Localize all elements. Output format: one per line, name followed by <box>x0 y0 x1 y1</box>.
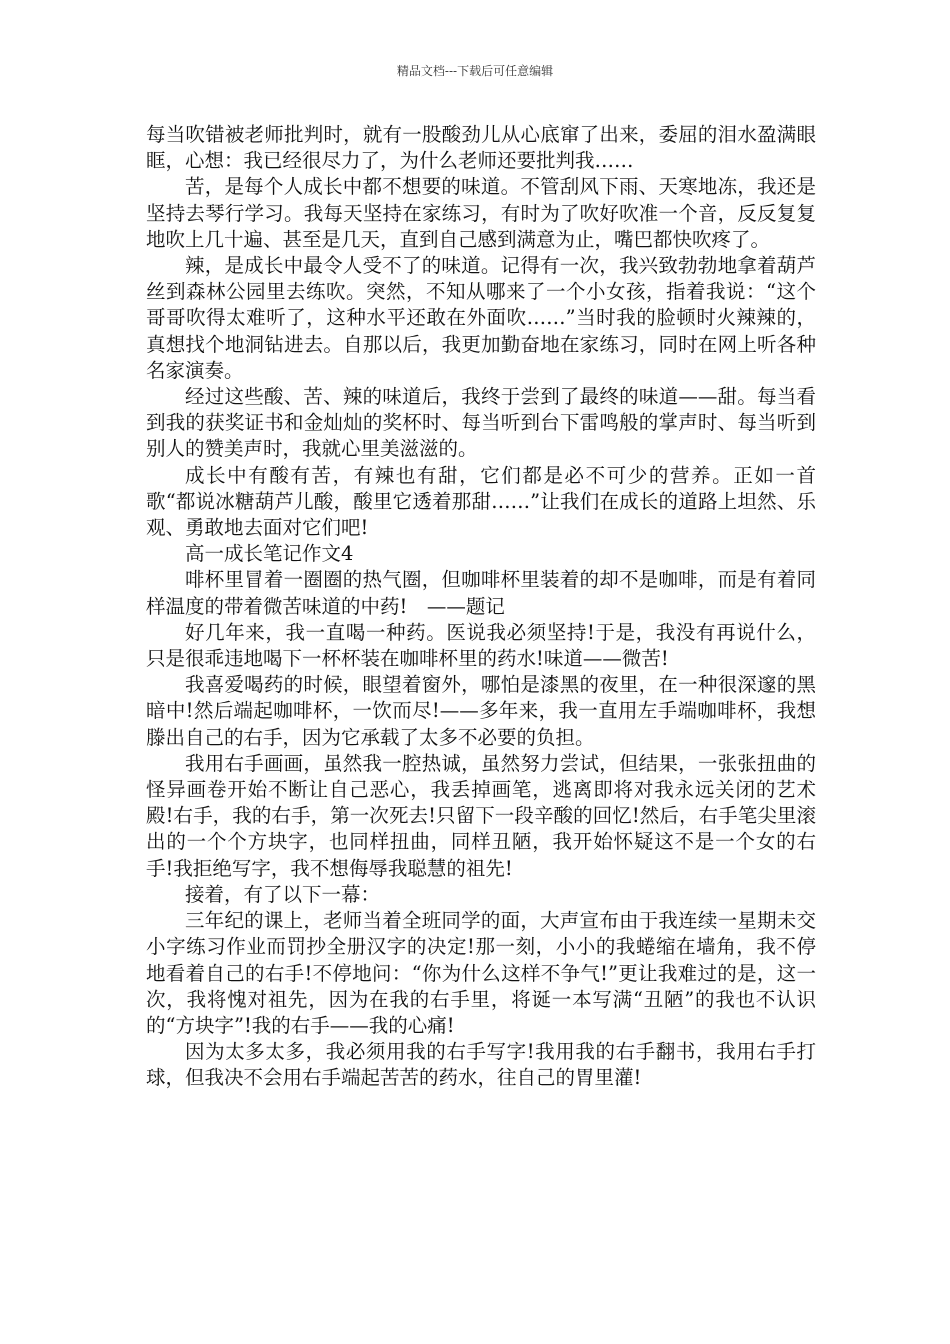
page-header: 精品文档---下载后可任意编辑 <box>396 64 554 78</box>
paragraph-epigraph: 啡杯里冒着一圈圈的热气圈，但咖啡杯里装着的却不是咖啡，而是有着同样温度的带着微苦味道的中药! ——题记 <box>146 568 816 618</box>
paragraph-4: 经过这些酸、苦、辣的味道后，我终于尝到了最终的味道——甜。每当看到我的获奖证书和金灿灿的奖杯时、每当听到台下雷鸣般的掌声时、每当听到别人的赞美声时，我就心里美滋滋的。 <box>146 385 816 461</box>
paragraph-9: 我用右手画画，虽然我一腔热诚，虽然努力尝试，但结果，一张张扭曲的怪异画卷开始不断让自己恶心，我丢掉画笔，逃离即将对我永远关闭的艺术殿!右手，我的右手，第一次死去!只留下一段辛酸的回忆!然后，右手笔尖里滚出的一个个方块字，也同样扭曲，同样丑陋，我开始怀疑这不是一个女的右手!我拒绝写字，我不想侮辱我聪慧的祖先! <box>146 751 816 880</box>
paragraph-2: 苦，是每个人成长中都不想要的味道。不管刮风下雨、天寒地冻，我还是坚持去琴行学习。我每天坚持在家练习，有时为了吹好吹准一个音，反反复复地吹上几十遍、甚至是几天，直到自己感到满意为止，嘴巴都快吹疼了。 <box>146 175 816 251</box>
paragraph-1: 每当吹错被老师批判时，就有一股酸劲儿从心底窜了出来，委屈的泪水盈满眼眶，心想：我已经很尽力了，为什么老师还要批判我…… <box>146 123 816 173</box>
paragraph-5: 成长中有酸有苦，有辣也有甜，它们都是必不可少的营养。正如一首歌“都说冰糖葫芦儿酸，酸里它透着那甜……”让我们在成长的道路上坦然、乐观、勇敢地去面对它们吧! <box>146 463 816 540</box>
document-body <box>146 122 816 1092</box>
paragraph-7: 好几年来，我一直喝一种药。医说我必须坚持!于是，我没有再说什么，只是很乖违地喝下一杯杯装在咖啡杯里的药水!味道——微苦! <box>146 620 816 671</box>
paragraph-8: 我喜爱喝药的时候，眼望着窗外，哪怕是漆黑的夜里，在一种很深邃的黑暗中!然后端起咖啡杯，一饮而尽!——多年来，我一直用左手端咖啡杯，我想滕出自己的右手，因为它承载了太多不必要的负担。 <box>146 673 816 749</box>
section-heading: 高一成长笔记作文4 <box>185 542 354 566</box>
paragraph-10: 接着，有了以下一幕： <box>185 882 381 906</box>
paragraph-11: 三年纪的课上，老师当着全班同学的面，大声宣布由于我连续一星期未交小字练习作业而罚抄全册汉字的决定!那一刻，小小的我蜷缩在墙角，我不停地看着自己的右手!不停地问：“你为什么这样不争气!”更让我难过的是，这一次，我将愧对祖先，因为在我的右手里，将诞一本写满“丑陋”的我也不认识的“方块字”!我的右手——我的心痛! <box>146 909 816 1037</box>
paragraph-3: 辣，是成长中最令人受不了的味道。记得有一次，我兴致勃勃地拿着葫芦丝到森林公园里去练吹。突然，不知从哪来了一个小女孩，指着我说：“这个哥哥吹得太难听了，这种水平还敢在外面吹……”当时我的脸顿时火辣辣的，真想找个地洞钻进去。自那以后，我更加勤奋地在家练习，同时在网上听各种名家演奏。 <box>146 254 816 382</box>
paragraph-12: 因为太多太多，我必须用我的右手写字!我用我的右手翻书，我用右手打球，但我决不会用右手端起苦苦的药水，往自己的胃里灌! <box>146 1040 816 1090</box>
